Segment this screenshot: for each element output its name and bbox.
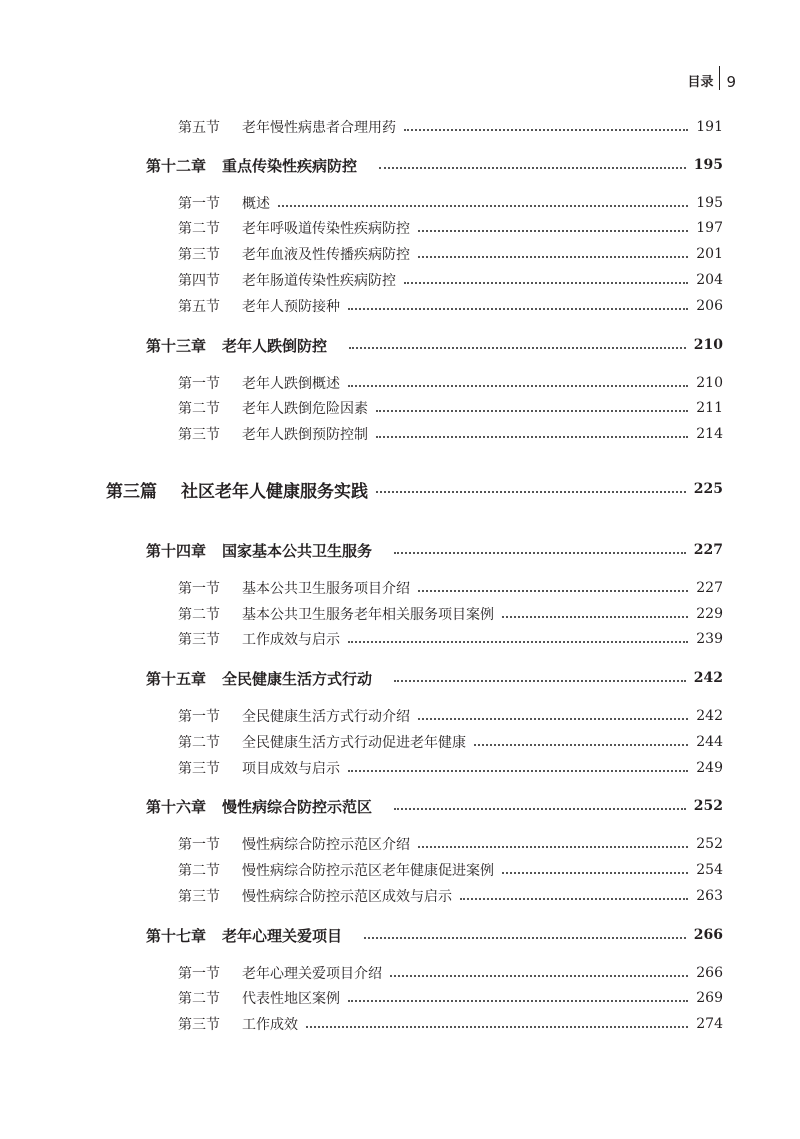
dot-leader: [418, 590, 688, 592]
toc-chapter-entry: [146, 924, 723, 946]
entry-title: 工作成效与启示: [242, 632, 340, 648]
toc-section-entry: [178, 988, 723, 1008]
entry-title: 老年人跌倒防控: [222, 336, 328, 355]
entry-label: 第二节: [178, 401, 220, 417]
entry-label: 第一节: [178, 837, 220, 853]
entry-title: 全民健康生活方式行动: [222, 669, 373, 688]
entry-page: 227: [696, 580, 723, 596]
toc-section-entry: [178, 706, 723, 726]
dot-leader: [348, 770, 688, 772]
entry-title: 慢性病综合防控示范区: [222, 797, 373, 816]
entry-label: 第一节: [178, 581, 220, 597]
running-header: [687, 66, 736, 90]
entry-page: 269: [696, 990, 723, 1006]
entry-label: 第三节: [178, 889, 220, 905]
entry-title: 老年人预防接种: [242, 299, 340, 315]
dot-leader: [390, 975, 688, 977]
entry-page: 225: [693, 481, 723, 497]
entry-title: 国家基本公共卫生服务: [222, 541, 373, 560]
entry-title: 老年肠道传染性疾病防控: [242, 273, 396, 289]
entry-title: 老年慢性病患者合理用药: [242, 120, 396, 136]
entry-title: 重点传染性疾病防控: [222, 156, 358, 175]
dot-leader: [376, 410, 688, 412]
header-page-number: 9: [726, 73, 736, 91]
entry-title: 概述: [242, 196, 270, 212]
entry-page: 274: [696, 1016, 723, 1032]
entry-label: 第一节: [178, 376, 220, 392]
entry-page: 266: [696, 965, 723, 981]
entry-label: 第十三章: [146, 336, 207, 355]
dot-leader: [418, 718, 688, 720]
dot-leader: [376, 436, 688, 438]
entry-page: 242: [696, 708, 723, 724]
dot-leader: [278, 205, 688, 207]
toc-section-entry: [178, 963, 723, 983]
entry-label: 第三节: [178, 427, 220, 443]
entry-page: 227: [693, 542, 723, 558]
toc-section-entry: [178, 193, 723, 213]
dot-leader: [349, 347, 686, 349]
toc-section-entry: [178, 1014, 723, 1034]
dot-leader: [418, 256, 688, 258]
entry-page: 242: [693, 670, 723, 686]
toc-section-entry: [178, 218, 723, 238]
entry-page: 214: [696, 426, 723, 442]
entry-label: 第三节: [178, 1017, 220, 1033]
toc-section-entry: [178, 758, 723, 778]
dot-leader: [404, 129, 688, 131]
dot-leader: [348, 385, 688, 387]
toc-section-entry: [178, 604, 723, 624]
dot-leader: [376, 491, 686, 493]
entry-title: 老年人跌倒危险因素: [242, 401, 368, 417]
toc-section-entry: [178, 244, 723, 264]
dot-leader: [502, 872, 688, 874]
entry-title: 老年呼吸道传染性疾病防控: [242, 221, 410, 237]
entry-title: 老年心理关爱项目介绍: [242, 966, 382, 982]
entry-title: 老年心理关爱项目: [222, 926, 343, 945]
dot-leader: [379, 167, 686, 169]
entry-page: 206: [696, 298, 723, 314]
entry-page: 195: [693, 157, 723, 173]
entry-label: 第四节: [178, 273, 220, 289]
dot-leader: [306, 1026, 688, 1028]
toc-section-entry: [178, 732, 723, 752]
dot-leader: [394, 552, 686, 554]
entry-title: 老年人跌倒概述: [242, 376, 340, 392]
entry-label: 第二节: [178, 607, 220, 623]
toc-section-entry: [178, 398, 723, 418]
dot-leader: [394, 680, 686, 682]
entry-label: 第五节: [178, 120, 220, 136]
entry-label: 第三节: [178, 632, 220, 648]
entry-title: 全民健康生活方式行动促进老年健康: [242, 735, 466, 751]
entry-title: 工作成效: [242, 1017, 298, 1033]
entry-label: 第十五章: [146, 669, 207, 688]
entry-page: 195: [696, 195, 723, 211]
entry-title: 基本公共卫生服务项目介绍: [242, 581, 410, 597]
toc-section-entry: [178, 296, 723, 316]
entry-label: 第十二章: [146, 156, 207, 175]
entry-page: 249: [696, 760, 723, 776]
dot-leader: [502, 616, 688, 618]
dot-leader: [364, 937, 686, 939]
entry-page: 210: [693, 337, 723, 353]
entry-label: 第一节: [178, 709, 220, 725]
entry-page: 263: [696, 888, 723, 904]
entry-page: 201: [696, 246, 723, 262]
entry-label: 第二节: [178, 863, 220, 879]
dot-leader: [418, 846, 688, 848]
toc-chapter-entry: [146, 334, 723, 356]
dot-leader: [460, 898, 688, 900]
entry-page: 210: [696, 375, 723, 391]
entry-label: 第十六章: [146, 797, 207, 816]
toc-section-entry: [178, 578, 723, 598]
entry-page: 191: [696, 119, 723, 135]
toc-chapter-entry: [146, 667, 723, 689]
entry-title: 慢性病综合防控示范区成效与启示: [242, 889, 452, 905]
toc-section-entry: [178, 117, 723, 137]
toc-part-entry: [106, 477, 723, 501]
entry-label: 第三节: [178, 761, 220, 777]
dot-leader: [348, 308, 688, 310]
entry-label: 第二节: [178, 991, 220, 1007]
entry-page: 229: [696, 606, 723, 622]
entry-label: 第十七章: [146, 926, 207, 945]
toc-section-entry: [178, 886, 723, 906]
entry-title: 老年血液及性传播疾病防控: [242, 247, 410, 263]
entry-label: 第一节: [178, 966, 220, 982]
toc-section-entry: [178, 373, 723, 393]
entry-label: 第一节: [178, 196, 220, 212]
entry-page: 239: [696, 631, 723, 647]
entry-page: 204: [696, 272, 723, 288]
dot-leader: [404, 282, 688, 284]
toc-section-entry: [178, 424, 723, 444]
toc-section-entry: [178, 834, 723, 854]
entry-title: 老年人跌倒预防控制: [242, 427, 368, 443]
entry-title: 社区老年人健康服务实践: [181, 481, 368, 502]
entry-label: 第二节: [178, 735, 220, 751]
toc-section-entry: [178, 629, 723, 649]
entry-page: 254: [696, 862, 723, 878]
entry-label: 第三篇: [106, 481, 157, 502]
entry-page: 197: [696, 220, 723, 236]
entry-page: 211: [696, 400, 723, 416]
toc-section-entry: [178, 860, 723, 880]
dot-leader: [394, 808, 686, 810]
entry-label: 第十四章: [146, 541, 207, 560]
dot-leader: [418, 230, 688, 232]
dot-leader: [348, 1000, 688, 1002]
entry-page: 244: [696, 734, 723, 750]
dot-leader: [348, 641, 688, 643]
toc-section-entry: [178, 270, 723, 290]
entry-title: 全民健康生活方式行动介绍: [242, 709, 410, 725]
entry-title: 慢性病综合防控示范区介绍: [242, 837, 410, 853]
entry-page: 252: [696, 836, 723, 852]
toc-chapter-entry: [146, 154, 723, 176]
header-label: 目录: [687, 75, 714, 90]
entry-label: 第二节: [178, 221, 220, 237]
entry-title: 慢性病综合防控示范区老年健康促进案例: [242, 863, 494, 879]
entry-title: 项目成效与启示: [242, 761, 340, 777]
entry-page: 252: [693, 798, 723, 814]
toc-chapter-entry: [146, 539, 723, 561]
entry-page: 266: [693, 927, 723, 943]
dot-leader: [474, 744, 688, 746]
entry-label: 第三节: [178, 247, 220, 263]
toc-chapter-entry: [146, 795, 723, 817]
entry-title: 代表性地区案例: [242, 991, 340, 1007]
entry-title: 基本公共卫生服务老年相关服务项目案例: [242, 607, 494, 623]
entry-label: 第五节: [178, 299, 220, 315]
